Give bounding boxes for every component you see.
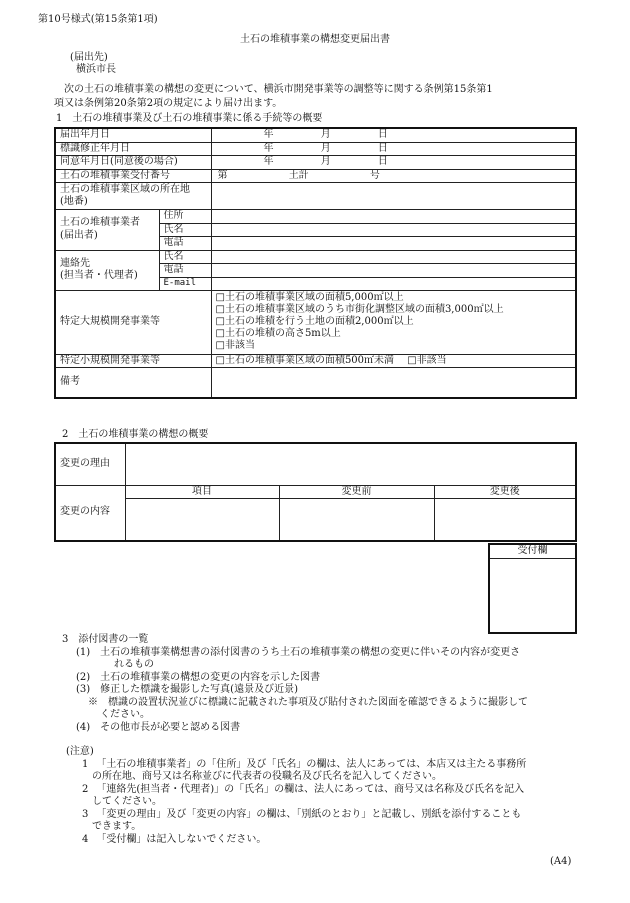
change-after-field[interactable] [434,499,576,541]
addressee-label: (届出先) [70,52,108,63]
consent-date-field[interactable] [211,156,576,170]
small-option-not-applicable[interactable]: □非該当 [407,354,447,366]
reception-box [488,543,577,634]
contact-phone-field[interactable] [211,264,576,278]
large-option-area-5000[interactable]: □土石の堆積事業区域の面積5,000㎡以上 [215,292,404,303]
location-field[interactable] [211,183,576,210]
operator-label: 土石の堆積事業者 (届出者) [55,210,159,251]
note-item-continued: してください。 [92,796,162,807]
large-option-urbanization-3000[interactable]: □土石の堆積事業区域のうち市街化調整区域の面積3,000㎡以上 [215,304,504,315]
change-content-label: 変更の内容 [55,485,125,541]
contact-email-field[interactable] [211,277,576,290]
note-item-continued: できます。 [92,821,142,832]
large-option-not-applicable[interactable]: □非該当 [215,340,255,351]
note-item: 4 「受付欄」は記入しないでください。 [82,833,267,845]
addressee: 横浜市長 [76,64,116,75]
form-number: 第10号様式(第15条第1項) [38,14,158,25]
attachment-item: (3) 修正した標識を撮影した写真(遠景及び近景) [76,684,298,695]
change-before-field[interactable] [279,499,434,541]
large-option-land-2000[interactable]: □土石の堆積を行う土地の面積2,000㎡以上 [215,316,414,327]
col-before-header: 変更前 [279,485,434,499]
note-item: 1 「土石の堆積事業者」の「住所」及び「氏名」の欄は、法人にあっては、本店又は主たる事務所 [82,758,527,770]
year-label: 年 [263,142,274,154]
small-scale-options [211,354,576,368]
sign-revision-date-label: 標識修正年月日 [55,142,211,156]
month-label: 月 [320,142,331,154]
year-label: 年 [263,156,274,167]
day-label: 日 [377,156,388,167]
large-scale-options [211,290,576,354]
number-dokei: 土計 [288,169,309,181]
reception-number-field[interactable] [211,169,576,183]
intro-line-1: 次の土石の堆積事業の構想の変更について、横浜市開発事業等の調整等に関する条例第15条第1 [64,84,493,95]
reception-number-label: 土石の堆積事業受付番号 [55,169,211,183]
section1-heading: 1 土石の堆積事業及び土石の堆積事業に係る手続等の概要 [56,113,323,124]
procedure-summary-table [54,127,577,399]
contact-label: 連絡先 (担当者・代理者) [55,250,159,290]
small-option-area-500[interactable]: □土石の堆積事業区域の面積500㎡未満 [215,354,395,366]
attachment-item: (4) その他市長が必要と認める図書 [76,721,241,733]
sign-revision-date-field[interactable] [211,142,576,156]
day-label: 日 [377,129,388,140]
page-title: 土石の堆積事業の構想変更届出書 [240,34,390,45]
remarks-label: 備考 [55,368,211,398]
large-option-height-5m[interactable]: □土石の堆積の高さ5m以上 [215,328,341,339]
remarks-field[interactable] [211,368,576,398]
number-suffix: 号 [369,169,380,181]
note-item: 3 「変更の理由」及び「変更の内容」の欄は、「別紙のとおり」と記載し、別紙を添付することも [82,808,522,820]
month-label: 月 [320,156,331,167]
note-item-continued: の所在地、商号又は名称並びに代表者の役職名及び氏名を記入してください。 [92,771,442,782]
attachments-section [62,634,592,734]
number-prefix: 第 [217,169,228,181]
operator-address-field[interactable] [211,210,576,224]
contact-name-label: 氏名 [159,250,211,264]
change-reason-label: 変更の理由 [55,443,125,485]
location-label: 土石の堆積事業区域の所在地 (地番) [55,183,211,210]
section2-heading: 2 土石の堆積事業の構想の概要 [62,429,209,440]
change-reason-field[interactable] [125,443,576,485]
reception-box-title: 受付欄 [489,544,576,558]
intro-line-2: 項又は条例第20条第2項の規定により届け出ます。 [54,98,283,109]
large-scale-label: 特定大規模開発事業等 [55,290,211,354]
consent-date-label: 同意年月日(同意後の場合) [55,156,211,170]
filing-date-field[interactable] [211,128,576,142]
attachment-item-continued: れるもの [114,659,154,670]
filing-date-label: 届出年月日 [55,128,211,142]
operator-phone-field[interactable] [211,237,576,251]
notes-section [66,746,596,846]
year-label: 年 [263,129,274,140]
operator-name-label: 氏名 [159,223,211,237]
contact-email-label: E-mail [159,277,211,290]
col-item-header: 項目 [125,485,279,499]
operator-phone-label: 電話 [159,237,211,251]
reception-box-field [489,558,576,633]
day-label: 日 [377,142,388,154]
section3-heading: 3 添付図書の一覧 [62,634,149,645]
plan-summary-table [54,442,577,542]
contact-name-field[interactable] [211,250,576,264]
attachment-item: (2) 土石の堆積事業の構想の変更の内容を示した図書 [76,671,321,683]
month-label: 月 [320,129,331,140]
notes-heading: (注意) [66,746,94,757]
small-scale-label: 特定小規模開発事業等 [55,354,211,368]
attachment-item: (1) 土石の堆積事業構想書の添付図書のうち土石の堆積事業の構想の変更に伴いその内容が変更さ [76,646,521,658]
photo-note: ※ 標識の設置状況並びに標識に記載された事項及び貼付された図面を確認できるように撮影して [88,696,528,708]
operator-address-label: 住所 [159,210,211,224]
change-item-field[interactable] [125,499,279,541]
col-after-header: 変更後 [434,485,576,499]
paper-size: (A4) [550,856,572,867]
note-item: 2 「連絡先(担当者・代理者)」の「氏名」の欄は、法人にあっては、商号又は名称及び氏名を記入 [82,783,525,795]
operator-name-field[interactable] [211,223,576,237]
contact-phone-label: 電話 [159,264,211,278]
photo-note-continued: ください。 [100,709,150,720]
